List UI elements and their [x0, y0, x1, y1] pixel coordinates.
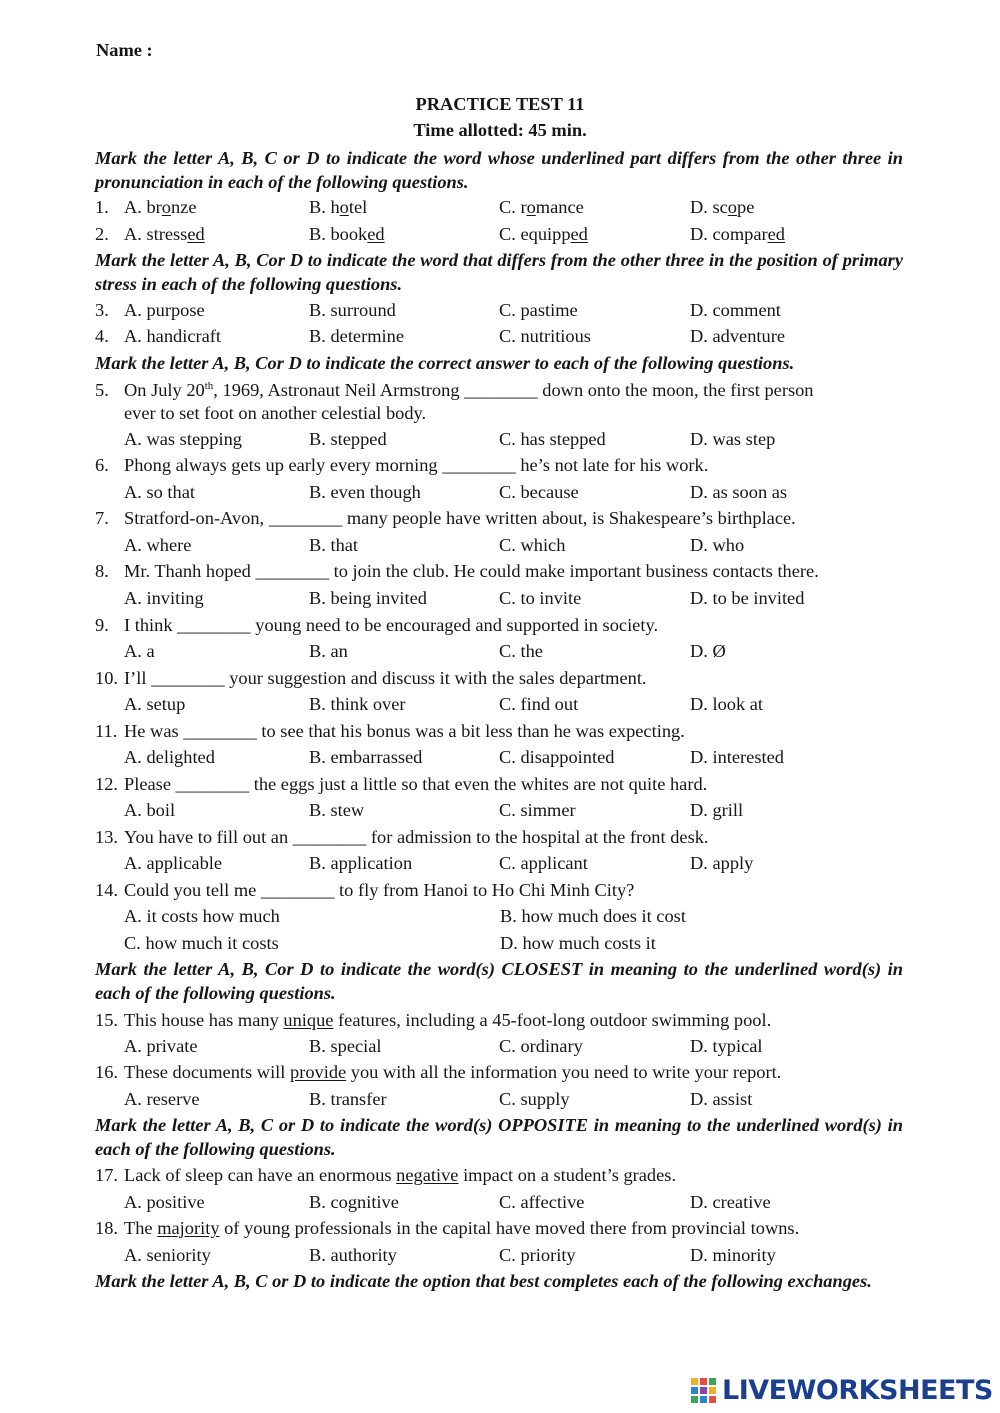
name-label: Name : [96, 40, 153, 60]
q7-option-a[interactable]: A. where [124, 535, 192, 555]
question-number: 17. [95, 1165, 118, 1185]
q3-option-b[interactable]: B. surround [309, 300, 396, 320]
underlined-part: ed [767, 224, 785, 244]
underlined-part: ed [187, 224, 205, 244]
question-number: 4. [95, 326, 109, 346]
question-number: 2. [95, 224, 109, 244]
question-number: 9. [95, 615, 109, 635]
liveworksheets-wordmark: LIVEWORKSHEETS [722, 1374, 993, 1406]
q5-option-b[interactable]: B. stepped [309, 429, 387, 449]
question-number: 12. [95, 774, 118, 794]
underlined-word: majority [157, 1218, 220, 1238]
q16-option-b[interactable]: B. transfer [309, 1089, 387, 1109]
q15-option-d[interactable]: D. typical [690, 1036, 763, 1056]
q13-option-d[interactable]: D. apply [690, 853, 754, 873]
q8-option-b[interactable]: B. being invited [309, 588, 427, 608]
q8-option-a[interactable]: A. inviting [124, 588, 204, 608]
liveworksheets-logo-icon [690, 1375, 718, 1405]
underlined-part: o [727, 197, 737, 217]
underlined-part: o [161, 197, 171, 217]
q6-option-c[interactable]: C. because [499, 482, 579, 502]
q11-option-d[interactable]: D. interested [690, 747, 784, 767]
q1-option-a[interactable]: A. bronze [124, 197, 197, 217]
underlined-word: provide [290, 1062, 347, 1082]
instruction-pronunciation: Mark the letter A, B, C or D to indicate the word whose underlined part differs from the other three in pronunciation in each of the following questions. [95, 148, 903, 192]
liveworksheets-logo [690, 1373, 996, 1407]
q9-option-a[interactable]: A. a [124, 641, 155, 661]
underlined-word: unique [283, 1010, 334, 1030]
q5-option-d[interactable]: D. was step [690, 429, 776, 449]
q14-option-a[interactable]: A. it costs how much [124, 906, 280, 926]
q11-option-b[interactable]: B. embarrassed [309, 747, 423, 767]
q17-option-d[interactable]: D. creative [690, 1192, 771, 1212]
q12-option-d[interactable]: D. grill [690, 800, 744, 820]
q1-option-b[interactable]: B. hotel [309, 197, 368, 217]
q10-option-c[interactable]: C. find out [499, 694, 579, 714]
question-number: 18. [95, 1218, 118, 1238]
underlined-part: o [339, 197, 349, 217]
q14-option-c[interactable]: C. how much it costs [124, 933, 279, 953]
q18-option-b[interactable]: B. authority [309, 1245, 397, 1265]
q15-option-c[interactable]: C. ordinary [499, 1036, 583, 1056]
q16-option-c[interactable]: C. supply [499, 1089, 570, 1109]
question-text: Stratford-on-Avon, ________ many people have written about, is Shakespeare’s birthplace. [124, 508, 796, 528]
question-number: 11. [95, 721, 118, 741]
underlined-part: o [526, 197, 536, 217]
q7-option-b[interactable]: B. that [309, 535, 359, 555]
q2-option-a[interactable]: A. stressed [124, 224, 205, 244]
q5-option-c[interactable]: C. has stepped [499, 429, 606, 449]
question-number: 6. [95, 455, 109, 475]
q3-option-c[interactable]: C. pastime [499, 300, 578, 320]
time-allotted: Time allotted: 45 min. [413, 120, 587, 140]
question-number: 13. [95, 827, 118, 847]
question-5: 5. On July 20th, 1969, Astronaut Neil Armstrong ________ down onto the moon, the first person ever to set foot on another celestial body. [95, 379, 905, 425]
q13-option-a[interactable]: A. applicable [124, 853, 223, 873]
q11-option-a[interactable]: A. delighted [124, 747, 215, 767]
q12-option-a[interactable]: A. boil [124, 800, 176, 820]
q4-option-d[interactable]: D. adventure [690, 326, 785, 346]
q5-option-a[interactable]: A. was stepping [124, 429, 242, 449]
underlined-word: negative [396, 1165, 459, 1185]
q12-option-b[interactable]: B. stew [309, 800, 365, 820]
q17-option-c[interactable]: C. affective [499, 1192, 585, 1212]
q16-option-d[interactable]: D. assist [690, 1089, 753, 1109]
q13-option-b[interactable]: B. application [309, 853, 413, 873]
q18-option-c[interactable]: C. priority [499, 1245, 576, 1265]
q17-option-b[interactable]: B. cognitive [309, 1192, 399, 1212]
question-17: 17. Lack of sleep can have an enormous negative impact on a student’s grades. [95, 1165, 677, 1185]
q9-option-b[interactable]: B. an [309, 641, 348, 661]
question-text: I’ll ________ your suggestion and discuss it with the sales department. [124, 668, 647, 688]
q17-option-a[interactable]: A. positive [124, 1192, 205, 1212]
question-8 [95, 561, 905, 582]
q2-option-c[interactable]: C. equipped [499, 224, 588, 244]
question-number: 1. [95, 197, 109, 217]
instruction-opposite: Mark the letter A, B, C or D to indicate the word(s) OPPOSITE in meaning to the underlined word(s) in each of the following questions. [95, 1115, 903, 1159]
question-12 [95, 774, 905, 795]
question-text: Please ________ the eggs just a little so that even the whites are not quite hard. [124, 774, 708, 794]
q13-option-c[interactable]: C. applicant [499, 853, 588, 873]
question-16: 16. These documents will provide you with all the information you need to write your report. [95, 1062, 782, 1082]
question-number: 14. [95, 880, 118, 900]
q8-option-c[interactable]: C. to invite [499, 588, 582, 608]
question-number: 5. [95, 380, 109, 400]
question-text: Mr. Thanh hoped ________ to join the club. He could make important business contacts there. [124, 561, 819, 581]
q7-option-d[interactable]: D. who [690, 535, 745, 555]
question-number: 8. [95, 561, 109, 581]
q4-option-b[interactable]: B. determine [309, 326, 404, 346]
underlined-part: ed [570, 224, 588, 244]
q12-option-c[interactable]: C. simmer [499, 800, 576, 820]
question-6 [95, 455, 905, 476]
q6-option-d[interactable]: D. as soon as [690, 482, 788, 502]
question-number: 3. [95, 300, 109, 320]
instruction-correct-answer: Mark the letter A, B, Cor D to indicate the correct answer to each of the following questions. [95, 353, 795, 373]
q4-option-c[interactable]: C. nutritious [499, 326, 591, 346]
q10-option-d[interactable]: D. look at [690, 694, 764, 714]
question-10 [95, 668, 905, 689]
question-number: 16. [95, 1062, 118, 1082]
instruction-stress: Mark the letter A, B, Cor D to indicate the word that differs from the other three in the position of primary stress in each of the following questions. [95, 250, 903, 294]
q14-option-b[interactable]: B. how much does it cost [500, 906, 686, 926]
question-number: 15. [95, 1010, 118, 1030]
question-text: You have to fill out an ________ for admission to the hospital at the front desk. [124, 827, 709, 847]
question-15: 15. This house has many unique features, including a 45-foot-long outdoor swimming pool. [95, 1010, 772, 1030]
question-text: Phong always gets up early every morning ________ he’s not late for his work. [124, 455, 709, 475]
question-14 [95, 880, 905, 901]
q11-option-c[interactable]: C. disappointed [499, 747, 615, 767]
q8-option-d[interactable]: D. to be invited [690, 588, 805, 608]
test-title: PRACTICE TEST 11 [415, 94, 585, 114]
question-11 [95, 721, 905, 742]
instruction-exchanges: Mark the letter A, B, C or D to indicate the option that best completes each of the following exchanges. [95, 1271, 872, 1291]
q3-option-d[interactable]: D. comment [690, 300, 781, 320]
q18-option-d[interactable]: D. minority [690, 1245, 776, 1265]
underlined-part: ed [367, 224, 385, 244]
q9-option-d[interactable]: D. Ø [690, 641, 726, 661]
question-18: 18. The majority of young professionals in the capital have moved there from provincial towns. [95, 1218, 800, 1238]
q2-option-d[interactable]: D. compared [690, 224, 785, 244]
question-text: I think ________ young need to be encouraged and supported in society. [124, 615, 659, 635]
q16-option-a[interactable]: A. reserve [124, 1089, 200, 1109]
q6-option-a[interactable]: A. so that [124, 482, 196, 502]
q1-option-c[interactable]: C. romance [499, 197, 584, 217]
q6-option-b[interactable]: B. even though [309, 482, 421, 502]
question-number: 10. [95, 668, 118, 688]
q7-option-c[interactable]: C. which [499, 535, 566, 555]
question-number: 7. [95, 508, 109, 528]
question-7 [95, 508, 905, 529]
q10-option-a[interactable]: A. setup [124, 694, 186, 714]
q4-option-a[interactable]: A. handicraft [124, 326, 222, 346]
question-9 [95, 615, 905, 636]
q18-option-a[interactable]: A. seniority [124, 1245, 211, 1265]
question-text: Could you tell me ________ to fly from Hanoi to Ho Chi Minh City? [124, 880, 635, 900]
q15-option-b[interactable]: B. special [309, 1036, 382, 1056]
q15-option-a[interactable]: A. private [124, 1036, 198, 1056]
question-text: He was ________ to see that his bonus was a bit less than he was expecting. [124, 721, 685, 741]
q3-option-a[interactable]: A. purpose [124, 300, 205, 320]
q2-option-b[interactable]: B. booked [309, 224, 385, 244]
q10-option-b[interactable]: B. think over [309, 694, 406, 714]
q14-option-d[interactable]: D. how much costs it [500, 933, 656, 953]
question-13 [95, 827, 905, 848]
instruction-closest: Mark the letter A, B, Cor D to indicate the word(s) CLOSEST in meaning to the underlined word(s) in each of the following questions. [95, 959, 903, 1003]
q1-option-d[interactable]: D. scope [690, 197, 755, 217]
question-text-continued: ever to set foot on another celestial body. [124, 403, 427, 423]
q9-option-c[interactable]: C. the [499, 641, 543, 661]
